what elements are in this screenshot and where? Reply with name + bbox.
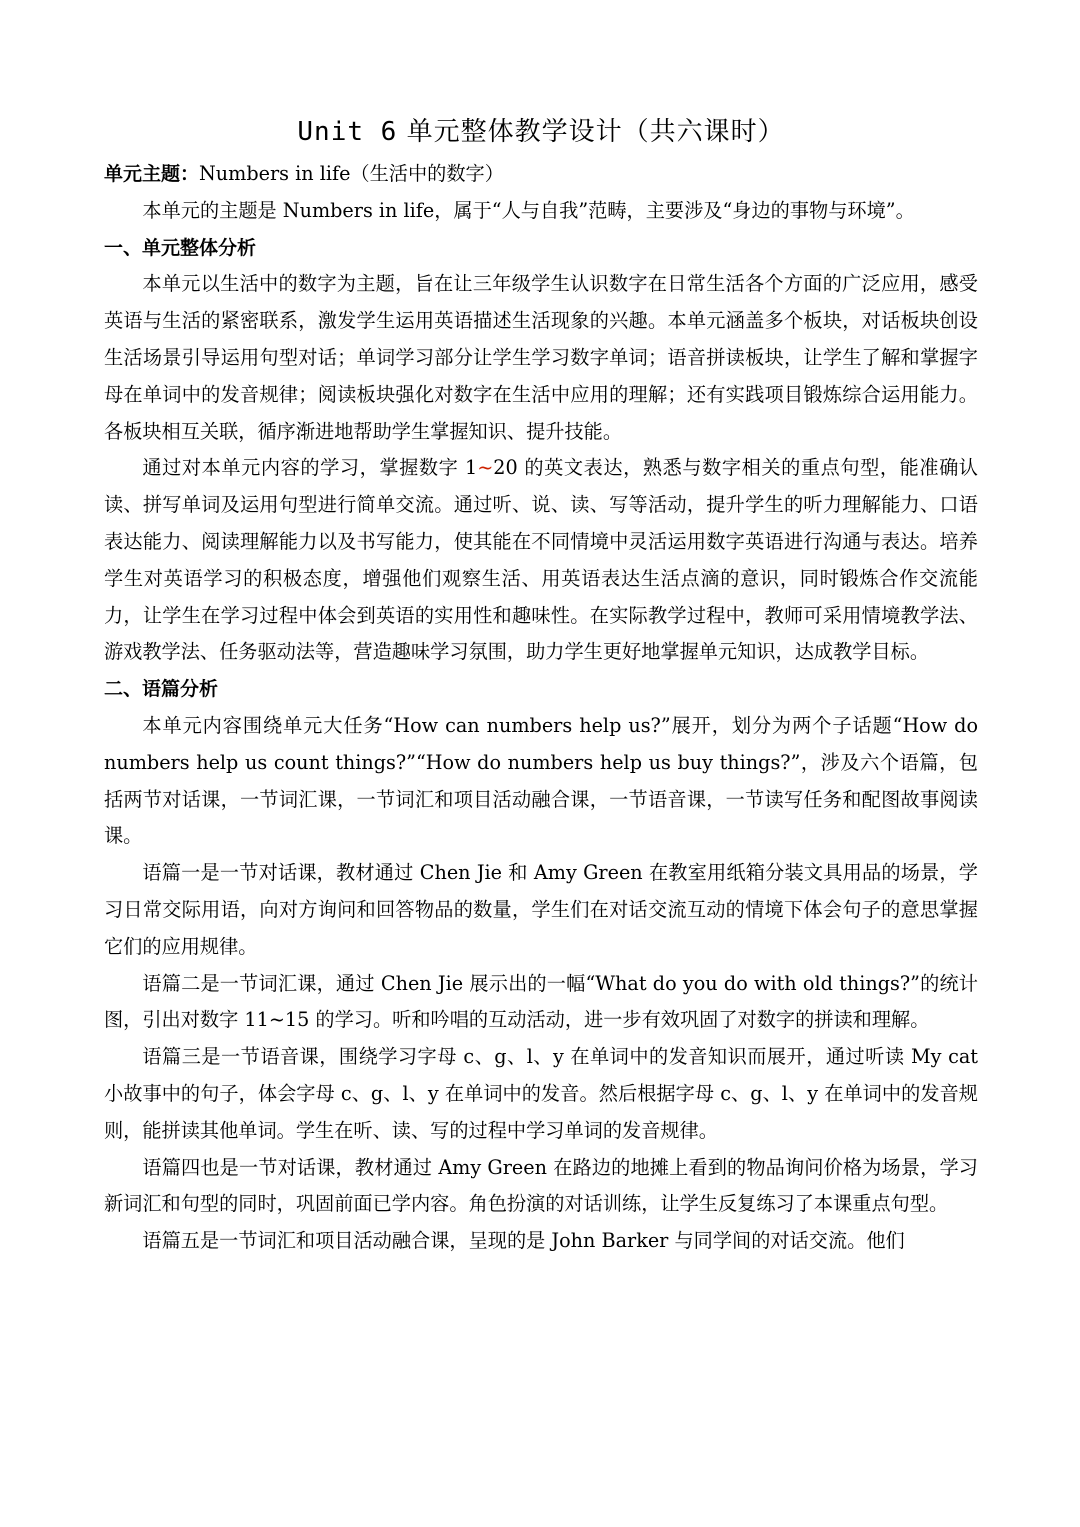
section-heading-text-analysis: 二、语篇分析 (104, 678, 219, 701)
text-analysis-paragraph-1: 本单元内容围绕单元大任务“How can numbers help us?”展开，划分为两个子话题“How do numbers help us count things?”“How do numbers help us buy things?”，涉及六个语篇，包括两节对话课，一节词汇课，一节词汇和项目活动融合课，一节语音课，一节读写任务和配图故事阅读课。 (104, 713, 978, 848)
document-title (104, 112, 978, 152)
text-analysis-paragraph-4: 语篇三是一节语音课，围绕学习字母 c、g、l、y 在单词中的发音知识而展开，通过听读 My cat 小故事中的句子，体会字母 c、g、l、y 在单词中的发音。然后根据字母 c、g、l、y 在单词中的发音规则，能拼读其他单词。学生在听、读、写的过程中学习单词的发音规律。 (104, 1045, 978, 1142)
unit-theme-line (104, 156, 978, 193)
text-analysis-paragraph-2: 语篇一是一节对话课，教材通过 Chen Jie 和 Amy Green 在教室用纸箱分装文具用品的场景，学习日常交际用语，向对方询问和回答物品的数量，学生们在对话交流互动的情境下体会句子的意思掌握它们的应用规律。 (104, 861, 978, 958)
intro-paragraph: 本单元的主题是 Numbers in life，属于“人与自我”范畴，主要涉及“身边的事物与环境”。 (142, 198, 915, 222)
unit-theme-label: 单元主题： (104, 163, 200, 185)
text-analysis-paragraph-5: 语篇四也是一节对话课，教材通过 Amy Green 在路边的地摊上看到的物品询问价格为场景，学习新词汇和句型的同时，巩固前面已学内容。角色扮演的对话训练，让学生反复练习了本课重点句型。 (104, 1155, 978, 1216)
paragraph-2-rest: 20 的英文表达，熟悉与数字相关的重点句型，能准确认读、拼写单词及运用句型进行简单交流。通过听、说、读、写等活动，提升学生的听力理解能力、口语表达能力、阅读理解能力以及书写能力，使其能在不同情境中灵活运用数字英语进行沟通与表达。培养学生对英语学习的积极态度，增强他们观察生活、用英语表达生活点滴的意识，同时锻炼合作交流能力，让学生在学习过程中体会到英语的实用性和趣味性。在实际教学过程中，教师可采用情境教学法、游戏教学法、任务驱动法等，营造趣味学习氛围，助力学生更好地掌握单元知识，达成教学目标。 (104, 456, 978, 664)
unit-theme-value: Numbers in life（生活中的数字） (199, 162, 504, 185)
range-tilde: ~ (477, 456, 494, 480)
title-text: 单元整体教学设计（共六课时） (406, 117, 785, 147)
unit-analysis-paragraph-2 (104, 450, 978, 671)
unit-analysis-paragraph-1: 本单元以生活中的数字为主题，旨在让三年级学生认识数字在日常生活各个方面的广泛应用，感受英语与生活的紧密联系，激发学生运用英语描述生活现象的兴趣。本单元涵盖多个板块，对话板块创设生活场景引导运用句型对话；单词学习部分让学生学习数字单词；语音拼读板块，让学生了解和掌握字母在单词中的发音规律；阅读板块强化对数字在生活中应用的理解；还有实践项目锻炼综合运用能力。各板块相互关联，循序渐进地帮助学生掌握知识、提升技能。 (104, 272, 978, 443)
title-unit-label: Unit 6 (297, 117, 398, 147)
text-analysis-paragraph-6: 语篇五是一节词汇和项目活动融合课，呈现的是 John Barker 与同学间的对话交流。他们 (142, 1229, 905, 1253)
section-heading-unit-analysis: 一、单元整体分析 (104, 236, 257, 259)
document-page (104, 112, 978, 1260)
text-analysis-paragraph-3: 语篇二是一节词汇课，通过 Chen Jie 展示出的一幅“What do you do with old things?”的统计图，引出对数字 11~15 的学习。听和吟唱的互动活动，进一步有效巩固了对数字的拼读和理解。 (104, 971, 978, 1032)
paragraph-2-start: 通过对本单元内容的学习，掌握数字 1 (142, 456, 478, 480)
